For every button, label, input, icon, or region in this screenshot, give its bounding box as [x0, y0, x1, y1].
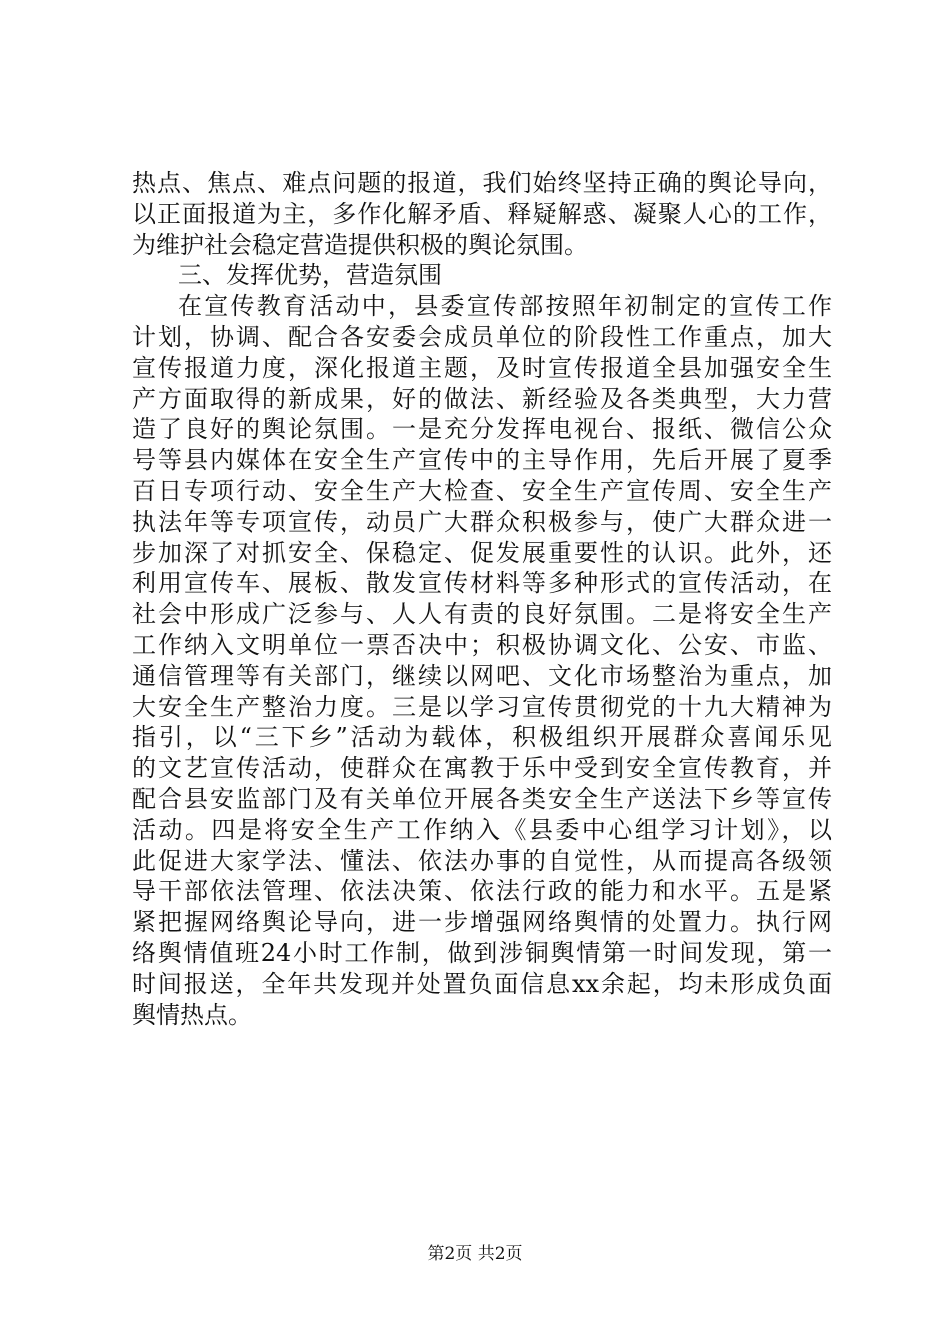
text-line: 通信管理等有关部门，继续以网吧、文化市场整治为重点，加	[132, 661, 832, 690]
text-line: 产方面取得的新成果，好的做法、新经验及各类典型，大力营	[132, 384, 832, 413]
text-line: 大安全生产整治力度。三是以学习宣传贯彻党的十九大精神为	[132, 692, 832, 721]
text-line: 舆情热点。	[132, 1000, 252, 1029]
text-line: 指引，以“三下乡”活动为载体，积极组织开展群众喜闻乐见	[132, 723, 832, 752]
document-body	[132, 168, 832, 1030]
text-line: 时间报送，全年共发现并处置负面信息xx余起，均未形成负面	[132, 969, 832, 998]
text-line: 号等县内媒体在安全生产宣传中的主导作用，先后开展了夏季	[132, 446, 832, 475]
text-line: 造了良好的舆论氛围。一是充分发挥电视台、报纸、微信公众	[132, 415, 832, 444]
text-line: 的文艺宣传活动，使群众在寓教于乐中受到安全宣传教育，并	[132, 754, 832, 783]
text-line: 在宣传教育活动中，县委宣传部按照年初制定的宣传工作	[178, 292, 832, 321]
text-line: 执法年等专项宣传，动员广大群众积极参与，使广大群众进一	[132, 507, 832, 536]
text-line: 宣传报道力度，深化报道主题，及时宣传报道全县加强安全生	[132, 353, 832, 382]
text-line: 活动。四是将安全生产工作纳入《县委中心组学习计划》，以	[132, 815, 832, 844]
text-line: 三、发挥优势，营造氛围	[178, 261, 442, 290]
text-line: 热点、焦点、难点问题的报道，我们始终坚持正确的舆论导向，	[132, 169, 832, 197]
text-line: 导干部依法管理、依法决策、依法行政的能力和水平。五是紧	[132, 877, 832, 906]
text-line: 配合县安监部门及有关单位开展各类安全生产送法下乡等宣传	[132, 784, 832, 813]
text-line: 以正面报道为主，多作化解矛盾、释疑解惑、凝聚人心的工作，	[132, 199, 832, 228]
text-line: 步加深了对抓安全、保稳定、促发展重要性的认识。此外，还	[132, 538, 832, 567]
text-line: 工作纳入文明单位一票否决中；积极协调文化、公安、市监、	[132, 630, 832, 659]
text-line: 计划，协调、配合各安委会成员单位的阶段性工作重点，加大	[132, 322, 832, 351]
page-footer: 第2页 共2页	[427, 1244, 523, 1264]
text-line: 百日专项行动、安全生产大检查、安全生产宣传周、安全生产	[132, 476, 832, 505]
text-line: 此促进大家学法、懂法、依法办事的自觉性，从而提高各级领	[132, 846, 832, 875]
text-line: 利用宣传车、展板、散发宣传材料等多种形式的宣传活动，在	[132, 569, 832, 598]
text-line: 络舆情值班24小时工作制，做到涉铜舆情第一时间发现，第一	[132, 938, 832, 967]
text-line: 社会中形成广泛参与、人人有责的良好氛围。二是将安全生产	[132, 600, 832, 629]
text-line: 紧把握网络舆论导向，进一步增强网络舆情的处置力。执行网	[132, 908, 832, 937]
text-line: 为维护社会稳定营造提供积极的舆论氛围。	[132, 230, 588, 259]
